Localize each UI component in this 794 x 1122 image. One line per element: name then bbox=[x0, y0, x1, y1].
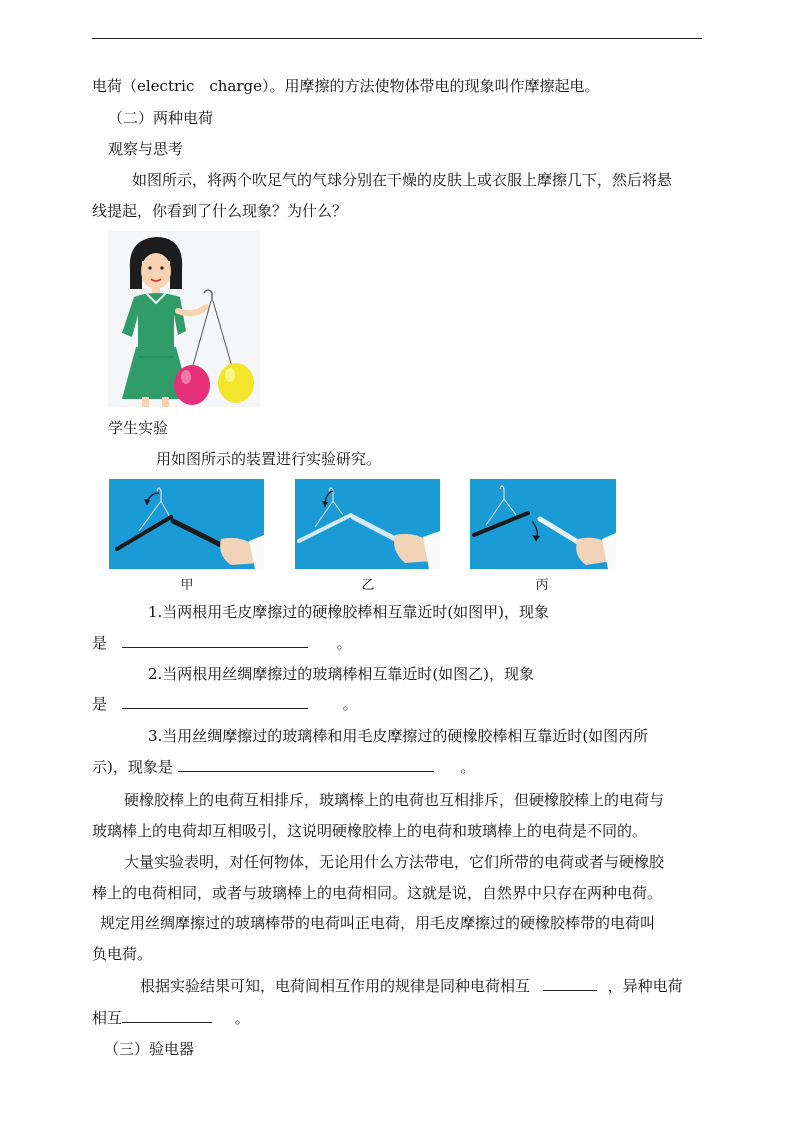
para1-line2: 玻璃棒上的电荷却互相吸引，这说明硬橡胶棒上的电荷和玻璃棒上的电荷是不同的。 bbox=[92, 822, 648, 840]
question1-answer-blank[interactable] bbox=[122, 633, 308, 648]
opposite-charge-answer-blank[interactable] bbox=[122, 1008, 212, 1023]
para1-line1: 硬橡胶棒上的电荷互相排斥，玻璃棒上的电荷也互相排斥，但硬橡胶棒上的电荷与 bbox=[124, 791, 665, 809]
question3-period: 。 bbox=[460, 758, 476, 776]
experiment-intro: 用如图所示的装置进行实验研究。 bbox=[156, 450, 382, 468]
observe-text-line2: 线提起，你看到了什么现象？为什么？ bbox=[92, 202, 348, 220]
para3-line1: 规定用丝绸摩擦过的玻璃棒带的电荷叫正电荷，用毛皮摩擦过的硬橡胶棒带的电荷叫 bbox=[100, 914, 656, 932]
rule-text-b: ，异种电荷 bbox=[607, 977, 683, 995]
rule-period: 。 bbox=[234, 1009, 250, 1027]
observe-text-line1: 如图所示，将两个吹足气的气球分别在干燥的皮肤上或衣服上摩擦几下，然后将悬 bbox=[132, 171, 673, 189]
question2-period: 。 bbox=[342, 695, 358, 713]
section-heading-electroscope: （三）验电器 bbox=[104, 1040, 195, 1058]
question3-answer-blank[interactable] bbox=[178, 757, 434, 772]
same-charge-answer-blank[interactable] bbox=[543, 976, 597, 991]
question2-line2 bbox=[92, 694, 358, 714]
subheading-student-experiment: 学生实验 bbox=[108, 419, 169, 437]
question2-line1: 2.当两根用丝绸摩擦过的玻璃棒相互靠近时(如图乙)，现象 bbox=[148, 665, 535, 683]
experiment-figure-bing bbox=[470, 479, 616, 569]
para3-line2: 负电荷。 bbox=[92, 945, 153, 963]
caption-jia: 甲 bbox=[180, 578, 194, 593]
question2-answer-blank[interactable] bbox=[122, 694, 308, 709]
girl-balloons-illustration bbox=[108, 231, 260, 407]
experiment-figure-yi bbox=[295, 479, 440, 569]
paragraph-electric-charge: 电荷（electric charge）。用摩擦的方法使物体带电的现象叫作摩擦起电。 bbox=[92, 77, 600, 95]
para2-line1: 大量实验表明，对任何物体，无论用什么方法带电，它们所带的电荷或者与硬橡胶 bbox=[124, 853, 665, 871]
rule-text-c: 相互 bbox=[92, 1009, 123, 1027]
question3-line1: 3.当用丝绸摩擦过的玻璃棒和用毛皮摩擦过的硬橡胶棒相互靠近时(如图丙所 bbox=[148, 727, 649, 745]
question3-line2 bbox=[92, 757, 475, 777]
caption-bing: 丙 bbox=[535, 578, 549, 593]
caption-yi: 乙 bbox=[361, 578, 375, 593]
header-rule bbox=[92, 38, 702, 39]
para2-line2: 棒上的电荷相同，或者与玻璃棒上的电荷相同。这就是说，自然界中只存在两种电荷。 bbox=[92, 884, 663, 902]
question3-prefix: 示)，现象是 bbox=[92, 758, 173, 776]
question1-line1: 1.当两根用毛皮摩擦过的硬橡胶棒相互靠近时(如图甲)，现象 bbox=[148, 603, 550, 621]
subheading-observe-think: 观察与思考 bbox=[108, 140, 184, 158]
experiment-figure-jia bbox=[109, 479, 264, 569]
question1-line2 bbox=[92, 633, 352, 653]
question1-prefix: 是 bbox=[92, 634, 108, 652]
section-heading-two-kinds: （二）两种电荷 bbox=[108, 109, 214, 127]
rule-line2 bbox=[92, 1008, 250, 1028]
rule-line1 bbox=[140, 976, 683, 996]
question1-period: 。 bbox=[336, 634, 352, 652]
question2-prefix: 是 bbox=[92, 695, 108, 713]
rule-text-a: 根据实验结果可知，电荷间相互作用的规律是同种电荷相互 bbox=[140, 977, 531, 995]
